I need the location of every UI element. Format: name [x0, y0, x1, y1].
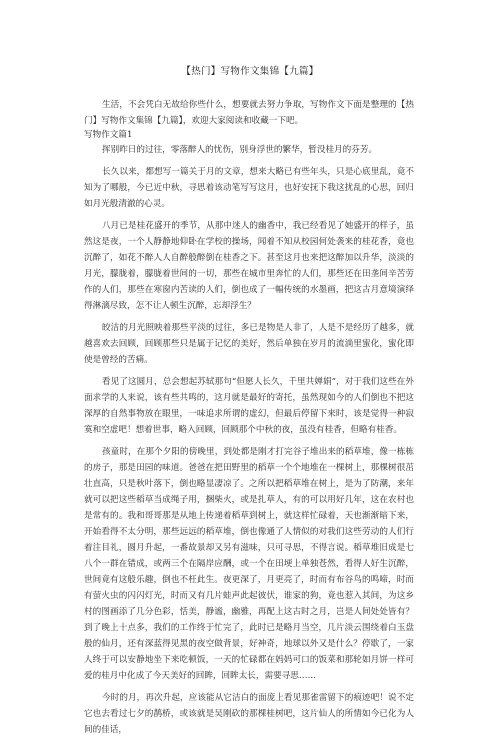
paragraph-5: 看见了这圆月，总会想起苏轼那句“但愿人长久，千里共婵娟”，对于我们这些在外面求学的人来说，该有些共鸣的，这月就是最好的寄托，虽然现如今的人们倒也不把这深厚的自然事物放在眼里，一味追求所谓的虚幻，但最后停留下来时，该是觉得一种寂寞和空虚吧！想着世事，略入回顾，回顾那个中秋的夜，虽没有桂香，但略有桂香。	[84, 377, 414, 435]
article-body	[84, 142, 414, 744]
intro-paragraph: 生活，不会凭白无故给你些什么，想要就去努力争取，写物作文下面是整理的【热门】写物作文集锦【九篇】，欢迎大家阅读和收藏一下吧。	[84, 100, 414, 126]
paragraph-2: 长久以来，都想写一篇关于月的文章，想来大略已有些年头，只是心底里乱，竟不知为了哪般，今已近中秋，寻思着该动笔写写这月，也好安抚下我这扰乱的心思，回归如月光般清澈的心灵。	[84, 167, 414, 209]
paragraph-3: 八月已是桂花盛开的季节，从那中迷人的幽香中，我已经看见了她盛开的样子，虽然这是夜，一个人静静地仰卧在学校的操场，闻着不知从校园何处袭来的桂花香，竟也沉醉了，如花不醉人人自醉般醉倒在桂香之下。甚至这月也来把这醉加以升华，淡淡的月光，朦胧着，朦胧着世间的一切，那些在城市里奔忙的人们，那些还在田垄间辛苦劳作的人们，那些在寒窗内苦读的人们，倒也成了一幅传统的水墨画，把这古月意境演绎得淋漓尽致，怎不让人顿生沉醉，忘却浮生？	[84, 221, 414, 311]
paragraph-6: 孩童时，在那个夕阳的傍晚里，到处都是刚才打完谷子堆出来的稻草堆，像一栋栋的房子，那是田园的味道。爸爸在把田野里的稻草一个个地堆在一棵树上，那棵树很茁壮直高，只是秋叶落下，倒也略显凄凉了。之所以把稻草堆在树上，是为了防潮，来年就可以把这些稻草当成绳子用，捆柴火，或是扎草人，有的可以用好几年，这在农村也是常有的。我和哥哥那是从地上传递着稻草到树上，就这样忙碌着，天也渐渐暗下来，开始看得不太分明，那些远远的稻草堆，倒也像通了人情似的对我们这些劳动的人们行着注目礼，圆月升起，一番故景却又另有滋味，只可寻思，不得言说。稻草堆旧成是七八个一群在错成，或两三个在隔岸应酬，或一个在田埂上单独苍然，看得人好生沉醉，世间竟有这般乐趣，倒也不枉此生。夜更深了，月更亮了，时而有布谷鸟的鸣啼，时而有萤火虫的闪闪灯光，时而又有几片蛙声此起彼伏，谁家的狗，竟也惹入其间，为这乡村的图画添了几分色彩，恬美，静谧，幽雅，再配上这古时之月，岂是人间处处皆有？到了晚上十点多，我们的工作终于忙完了，此时已是略月当空，几片淡云围绕着白玉盘般的仙月，还有深蓝得见黑的夜空做背景，好神奇，地球以外又是什么？停歇了，一家人终于可以安静地坐下来吃顿饭，一天的忙碌都在妈妈可口的饭菜和那轮如月饼一样可爱的桂月中化成了今天美好的回眸，回眸太长，需要寻思……	[84, 447, 414, 681]
paragraph-1: 挥别昨日的过往，零落醉人的忧伤，别身浮世的繁华，暂没桂月的芬芳。	[102, 145, 378, 155]
document-title: 【热门】写物作文集锦【九篇】	[181, 66, 319, 77]
paragraph-7: 今时的月，再次升起，应该能从它洁白的面庞上看见那雀雷留下的痕迹吧！说不定它也去看过七夕的鹊桥，或该就是吴刚砍的那棵桂树吧，这片仙人的所情如今已化为人间的佳话，	[84, 693, 414, 735]
paragraph-4: 皎洁的月光照映着那些平淡的过往，多已是物是人非了，人是不是经历了越多，就越喜欢去回顾，回顾那些只是属于记忆的美好，然后单独在岁月的流淌里蜜化，蜜化即使是曾经的苦痛。	[84, 323, 414, 365]
intro-block	[84, 97, 414, 135]
section-label: 写物作文篇1	[84, 130, 133, 140]
